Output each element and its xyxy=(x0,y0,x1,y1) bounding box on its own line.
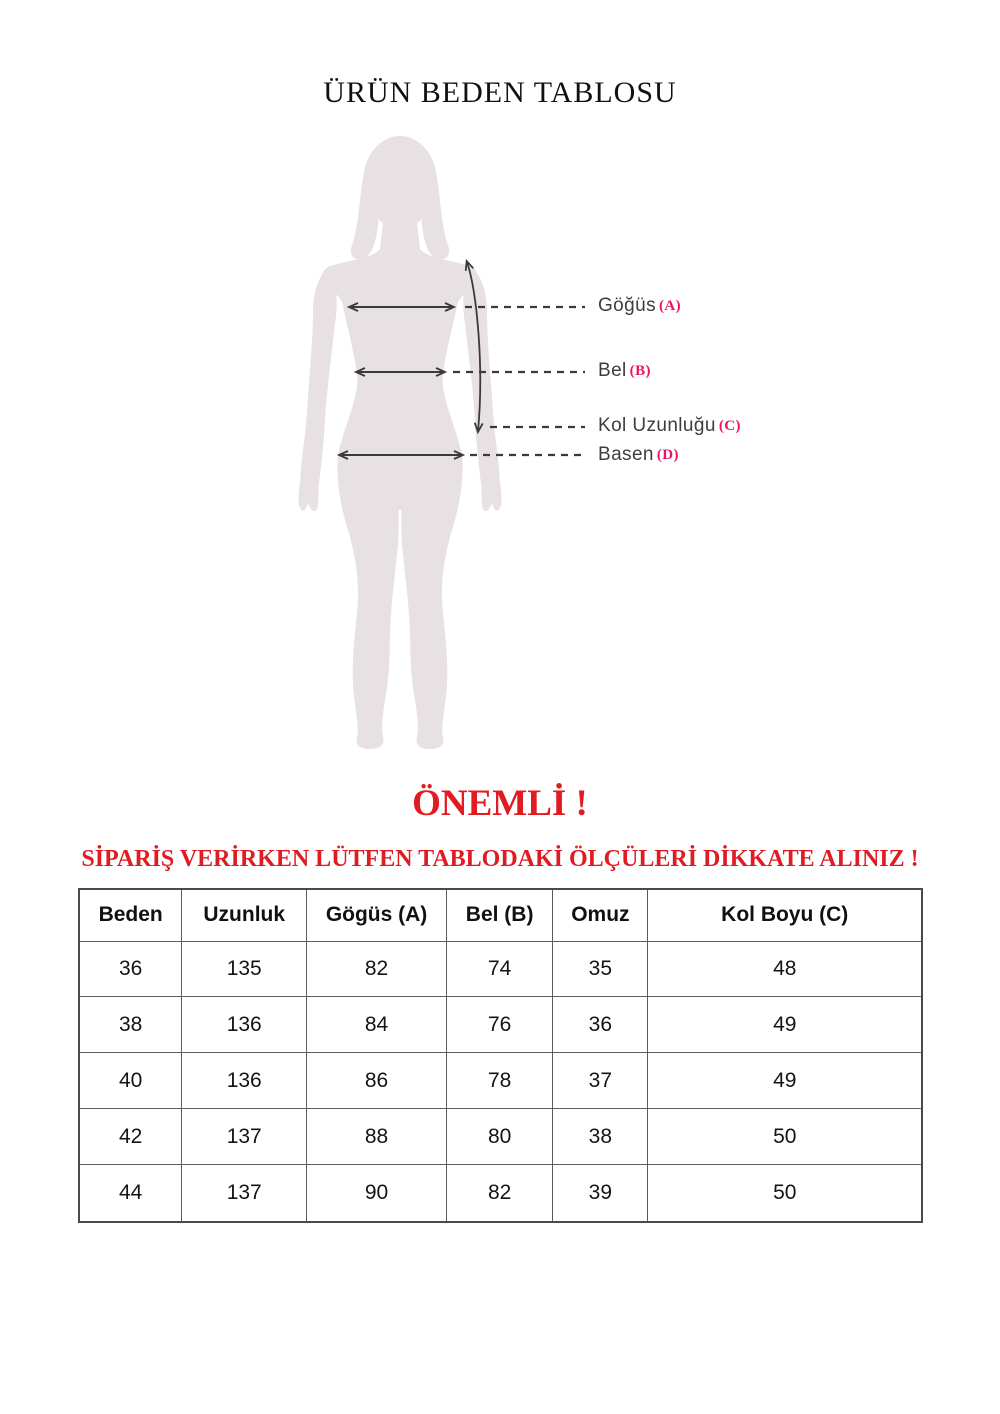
size-table-container xyxy=(78,888,923,1223)
table-cell: 49 xyxy=(648,997,922,1053)
waist-label xyxy=(598,360,651,382)
table-cell: 84 xyxy=(307,997,447,1053)
table-cell: 82 xyxy=(447,1165,553,1222)
table-cell: 74 xyxy=(447,941,553,997)
waist-label-text: Bel xyxy=(598,360,627,381)
table-cell: 90 xyxy=(307,1165,447,1222)
table-row xyxy=(79,1109,922,1165)
table-cell: 137 xyxy=(182,1165,307,1222)
table-cell: 88 xyxy=(307,1109,447,1165)
header-bel: Bel (B) xyxy=(447,889,553,941)
table-cell: 48 xyxy=(648,941,922,997)
header-kol-boyu: Kol Boyu (C) xyxy=(648,889,922,941)
header-uzunluk: Uzunluk xyxy=(182,889,307,941)
hip-label-text: Basen xyxy=(598,444,654,465)
important-heading: ÖNEMLİ ! xyxy=(412,783,588,824)
table-cell: 136 xyxy=(182,1053,307,1109)
table-cell: 42 xyxy=(79,1109,182,1165)
waist-label-letter: (B) xyxy=(629,363,651,379)
table-cell: 86 xyxy=(307,1053,447,1109)
table-cell: 82 xyxy=(307,941,447,997)
table-row xyxy=(79,997,922,1053)
hip-label xyxy=(598,444,679,466)
arm-length-label-letter: (C) xyxy=(718,418,741,434)
table-cell: 44 xyxy=(79,1165,182,1222)
page-title: ÜRÜN BEDEN TABLOSU xyxy=(323,76,677,109)
table-cell: 40 xyxy=(79,1053,182,1109)
arm-length-label xyxy=(598,415,741,437)
table-cell: 50 xyxy=(648,1109,922,1165)
table-cell: 135 xyxy=(182,941,307,997)
table-cell: 78 xyxy=(447,1053,553,1109)
table-cell: 39 xyxy=(553,1165,648,1222)
table-cell: 137 xyxy=(182,1109,307,1165)
table-cell: 76 xyxy=(447,997,553,1053)
header-omuz: Omuz xyxy=(553,889,648,941)
table-cell: 36 xyxy=(553,997,648,1053)
table-cell: 80 xyxy=(447,1109,553,1165)
chest-label-text: Göğüs xyxy=(598,295,656,316)
table-cell: 38 xyxy=(79,997,182,1053)
table-row xyxy=(79,941,922,997)
table-cell: 35 xyxy=(553,941,648,997)
female-silhouette xyxy=(298,136,501,749)
table-row xyxy=(79,1053,922,1109)
table-cell: 37 xyxy=(553,1053,648,1109)
table-cell: 49 xyxy=(648,1053,922,1109)
arm-length-label-text: Kol Uzunluğu xyxy=(598,415,716,436)
body-measurement-diagram xyxy=(280,130,590,760)
warning-text: SİPARİŞ VERİRKEN LÜTFEN TABLODAKİ ÖLÇÜLERİ DİKKATE ALINIZ ! xyxy=(81,846,919,872)
size-table xyxy=(78,888,923,1223)
chest-label-letter: (A) xyxy=(658,298,682,314)
size-table-body xyxy=(79,941,922,1222)
table-cell: 38 xyxy=(553,1109,648,1165)
header-gogus: Gögüs (A) xyxy=(307,889,447,941)
table-row xyxy=(79,1165,922,1222)
table-cell: 136 xyxy=(182,997,307,1053)
table-header-row xyxy=(79,889,922,941)
table-cell: 50 xyxy=(648,1165,922,1222)
chest-label xyxy=(598,295,681,317)
table-cell: 36 xyxy=(79,941,182,997)
header-beden: Beden xyxy=(79,889,182,941)
hip-label-letter: (D) xyxy=(656,447,679,463)
